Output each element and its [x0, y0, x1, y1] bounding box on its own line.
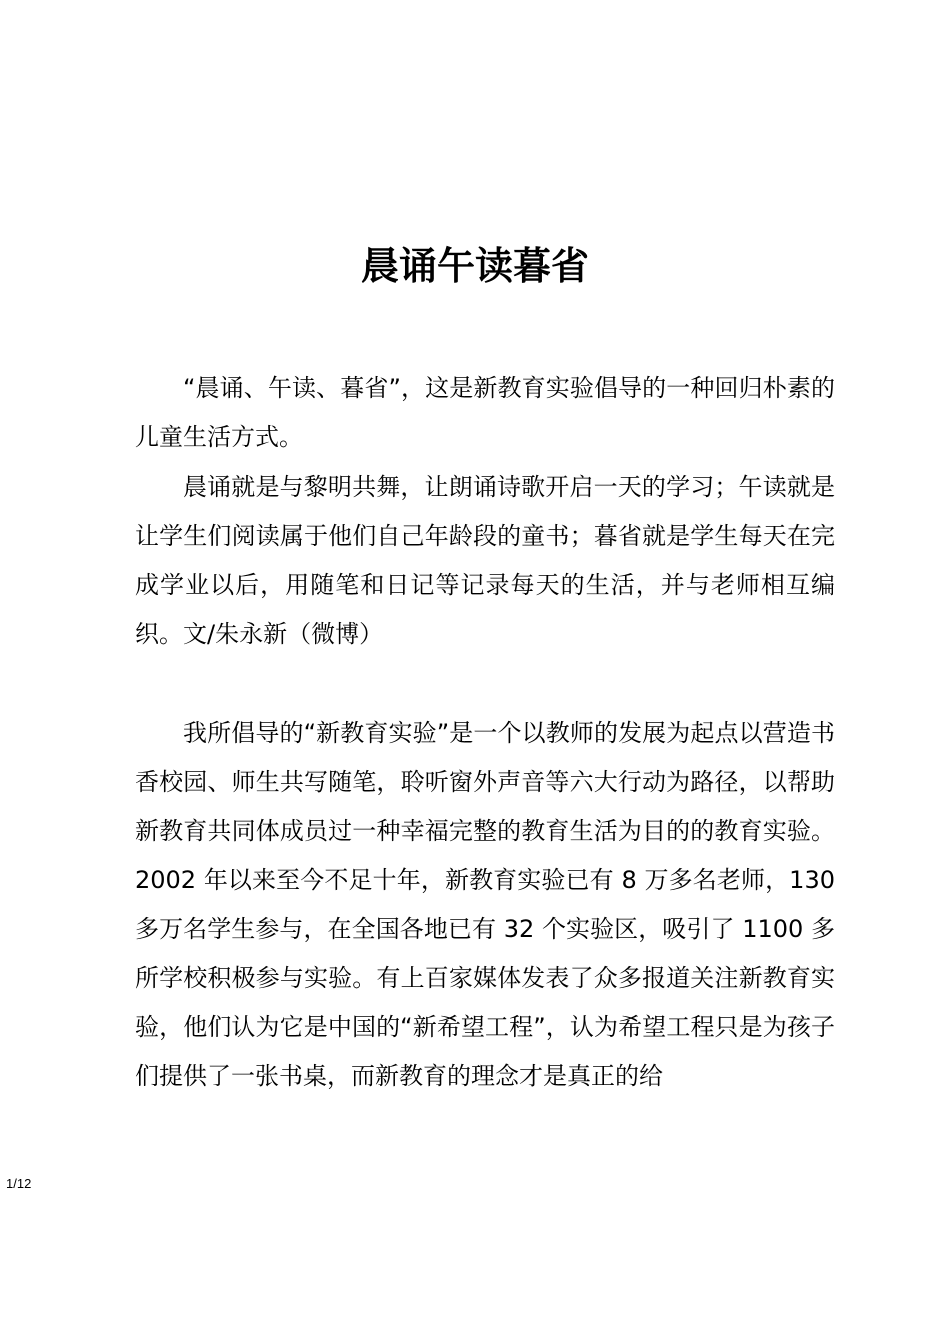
paragraph-intro: “晨诵、午读、暮省”，这是新教育实验倡导的一种回归朴素的儿童生活方式。	[135, 374, 835, 451]
page-number: 1/12	[6, 1176, 32, 1191]
paragraph-experiment: 我所倡导的“新教育实验”是一个以教师的发展为起点以营造书香校园、师生共写随笔，聆听窗外声音等六大行动为路径，以帮助新教育共同体成员过一种幸福完整的教育生活为目的的教育实验。2002 年以来至今不足十年，新教育实验已有 8 万多名老师，130 多万名学生参与，在全国各地已有 32 个实验区，吸引了 1100 多所学校积极参与实验。有上百家媒体发表了众多报道关注新教育实验，他们认为它是中国的“新希望工程”，认为希望工程只是为孩子们提供了一张书桌，而新教育的理念才是真正的给	[135, 719, 835, 1090]
paragraph-definitions: 晨诵就是与黎明共舞，让朗诵诗歌开启一天的学习；午读就是让学生们阅读属于他们自己年龄段的童书；暮省就是学生每天在完成学业以后，用随笔和日记等记录每天的生活，并与老师相互编织。文/朱永新（微博）	[135, 473, 835, 648]
document-title: 晨诵午读暮省	[360, 244, 589, 288]
